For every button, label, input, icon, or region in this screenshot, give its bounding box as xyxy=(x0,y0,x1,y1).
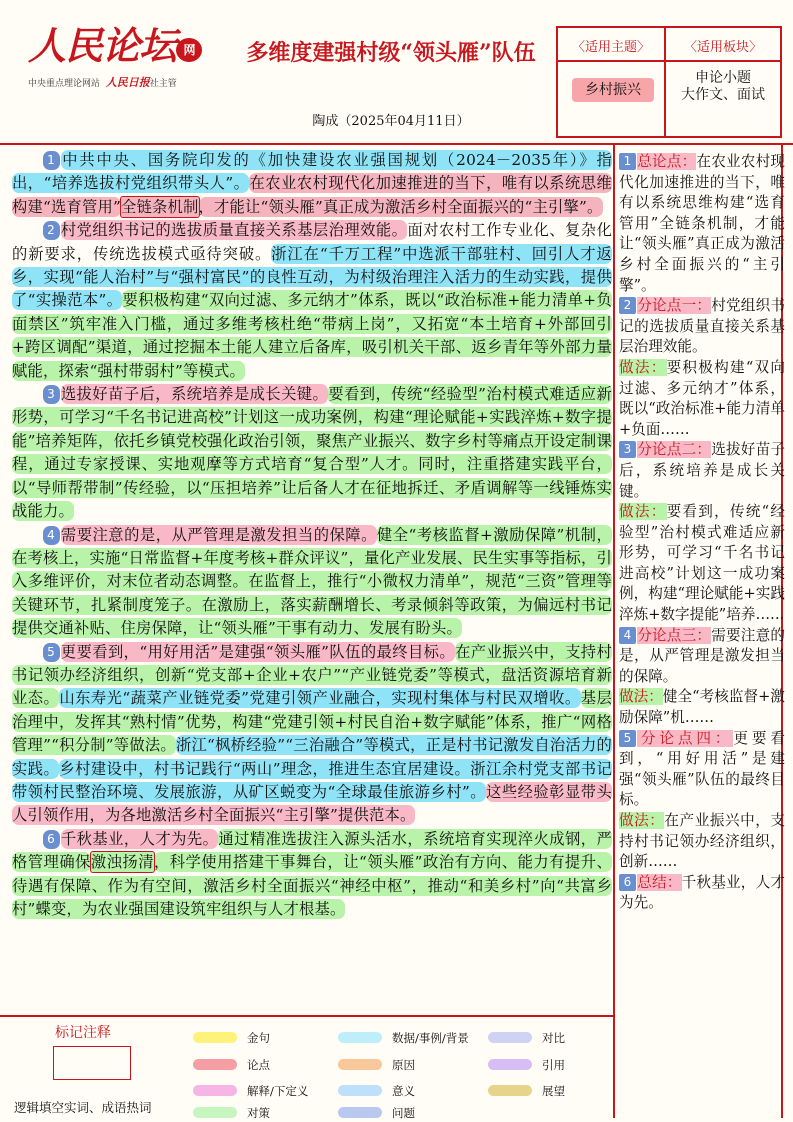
method-label: 做法： xyxy=(619,688,663,706)
legend-label: 解释/下定义 xyxy=(247,1084,309,1098)
method-label: 做法： xyxy=(619,358,667,376)
highlighted-text: 选拔好苗子后，系统培养是成长关键。 xyxy=(60,385,329,404)
outline-item xyxy=(619,440,785,502)
legend-item xyxy=(338,1083,415,1099)
paragraph xyxy=(12,524,612,641)
legend-item xyxy=(488,1083,565,1099)
outline-method xyxy=(619,358,785,440)
highlighted-text: 在农业农村现代化加速推进的当下，唯有以系统思维构建“选育管用” xyxy=(12,174,612,216)
legend-box-sample xyxy=(53,1046,131,1080)
legend-item xyxy=(338,1105,415,1121)
legend-label: 意义 xyxy=(392,1084,415,1098)
legend-swatch xyxy=(338,1085,382,1096)
highlighted-text: 基层治理中，发挥其“熟村情”优势，构建“党建引领+村民自治+数字赋能”体系，推广“网格管理”“积分制”等做法。 xyxy=(12,689,612,755)
outline-label: 总论点： xyxy=(637,153,697,170)
logo-subtitle: 中央重点理论网站 人民日报社主管 xyxy=(28,76,177,89)
outline-number: 1 xyxy=(619,153,636,170)
outline-item xyxy=(619,152,785,296)
highlighted-text: 健全“考核监督+激励保障”机制，在考核上，实施“日常监督+年度考核+群众评议”，量化产业发展、民生实事等指标，引入多维评价，对末位者动态调整。在监督上，推行“小微权力清单”，规范“三资”管理等关键环节，扎紧制度笼子。在激励上，落实薪酬增长、考录倾斜等政策，为偏远村书记提供交通补贴、住房保障，让“领头雁”干事有动力、发展有盼头。 xyxy=(12,525,612,638)
legend-swatch xyxy=(193,1107,237,1118)
legend-label: 引用 xyxy=(542,1058,565,1072)
legend-label: 对策 xyxy=(247,1106,270,1120)
highlighted-text: 千秋基业，人才为先。 xyxy=(60,829,219,848)
legend-swatch xyxy=(488,1032,532,1043)
method-text: 健全“考核监督+激励保障”机…… xyxy=(619,688,785,727)
boxed-keyword: 激浊扬清 xyxy=(90,853,154,872)
section-label: 〈适用板块〉 xyxy=(683,40,762,55)
paragraph-number: 6 xyxy=(43,830,60,849)
legend-swatch xyxy=(488,1059,532,1070)
outline-method xyxy=(619,687,785,728)
outline-text: 选拔好苗子后，系统培养是成长关键。 xyxy=(619,441,785,500)
highlighted-text: ，科学使用搭建干事舞台，让“领头雁”政治有方向、能力有提升、待遇有保障、作为有空间，激活乡村全面振兴“神经中枢”，推动“和美乡村”向“共富乡村”蝶变，为农业强国建设筑牢组织与人才根基。 xyxy=(12,853,612,918)
outline-sidebar xyxy=(619,152,785,914)
boxed-keyword: 全链条机制 xyxy=(121,197,199,216)
legend-swatch xyxy=(193,1059,237,1070)
paragraph-number: 3 xyxy=(43,385,60,404)
highlighted-text: ，才能让“领头雁”真正成为激活乡村全面振兴的“主引擎”。 xyxy=(198,197,603,216)
legend-label: 对比 xyxy=(542,1031,565,1045)
legend-item xyxy=(488,1057,565,1073)
outline-label: 分论点二： xyxy=(637,441,712,459)
divider xyxy=(0,1015,614,1017)
logo xyxy=(28,24,238,90)
outline-item xyxy=(619,296,785,358)
outline-item xyxy=(619,729,785,811)
logo-text: 人民论坛 网 xyxy=(28,24,238,68)
outline-text: 需要注意的是，从严管理是激发担当的保障。 xyxy=(619,626,785,685)
method-label: 做法： xyxy=(619,503,667,521)
legend-item xyxy=(488,1030,565,1046)
outline-text: 千秋基业，人才为先。 xyxy=(619,873,785,912)
paragraph xyxy=(12,828,612,922)
outline-number: 3 xyxy=(619,441,636,458)
legend-item xyxy=(338,1030,469,1046)
highlighted-text: 要看到，传统“经验型”治村模式难适应新形势，可学习“千名书记进高校”计划这一成功案例，构建“理论赋能+实践淬炼+数字提能”培养矩阵，依托乡镇党校强化政治引领，聚焦产业振兴、数字乡村等痛点开设定制课程，通过专家授课、实地观摩等方式培育“复合型”人才。同时，注重搭建实践平台，以“导师帮带制”传经验，以“压担培养”让后备人才在征地拆迁、矛盾调解等一线锤炼实战能力。 xyxy=(12,385,612,521)
outline-number: 6 xyxy=(619,874,636,891)
legend-item xyxy=(193,1083,308,1099)
outline-label: 总结： xyxy=(637,873,682,891)
highlighted-text: 需要注意的是，从严管理是激发担当的保障。 xyxy=(60,525,377,544)
legend-swatch xyxy=(338,1032,382,1043)
outline-text: 村党组织书记的选拔质量直接关系基层治理效能。 xyxy=(619,297,785,356)
section-value: 申论小题 大作文、面试 xyxy=(681,70,765,103)
outline-text: 在农业农村现代化加速推进的当下，唯有以系统思维构建“选育管用”全链条机制，才能让“领头雁”真正成为激活乡村全面振兴的“主引擎”。 xyxy=(619,153,785,294)
method-text: 要积极构建“双向过滤、多元纳才”体系，既以“政治标准+能力清单+负面…… xyxy=(619,358,785,438)
legend-label: 原因 xyxy=(392,1058,415,1072)
highlighted-text: 中共中央、国务院印发的《加快建设农业强国规划（2024－2035年）》指出，“培养选拔村党组织带头人”。 xyxy=(12,151,612,193)
paragraph-number: 2 xyxy=(43,221,60,240)
logo-net-badge: 网 xyxy=(176,38,202,62)
paragraph-number: 1 xyxy=(43,151,60,170)
outline-number: 4 xyxy=(619,627,636,644)
paragraph xyxy=(12,149,612,219)
legend-label: 问题 xyxy=(392,1106,415,1120)
article-body xyxy=(12,149,612,921)
paragraph xyxy=(12,641,612,828)
highlighted-text: 要积极构建“双向过滤、多元纳才”体系，既以“政治标准+能力清单+负面禁区”筑牢准入门槛，通过多维考核杜绝“带病上岗”，又拓宽“本土培育+外部回引+跨区调配”渠道，通过挖掘本土能人建立后备库，吸引机关干部、返乡青年等外部力量赋能，探索“强村带弱村”等模式。 xyxy=(12,291,612,380)
highlighted-text: 更要看到，“用好用活”是建强“领头雁”队伍的最终目标。 xyxy=(60,642,456,661)
outline-method xyxy=(619,502,785,626)
legend-swatch xyxy=(488,1085,532,1096)
divider xyxy=(613,143,615,1118)
outline-label: 分论点四： xyxy=(637,729,734,747)
legend-title: 标记注释 xyxy=(55,1025,111,1041)
topic-label: 〈适用主题〉 xyxy=(571,40,650,55)
legend-note: 逻辑填空实词、成语热词 xyxy=(14,1100,152,1115)
highlighted-text: 面对农村工作专业化、复杂化的新要求，传统选拔模式亟待突破。 xyxy=(12,221,612,263)
legend-swatch xyxy=(338,1107,382,1118)
highlighted-text: 乡村建设中，村书记践行“两山”理念，推进生态宜居建设。浙江余村党支部书记带领村民整治环境、发展旅游，从矿区蜕变为“全球最佳旅游乡村”。 xyxy=(12,759,612,801)
highlighted-text: 在产业振兴中，支持村书记领办经济组织，创新“党支部+企业+农户”“产业链党委”等模式，盘活资源培育新业态。 xyxy=(12,642,612,708)
outline-label: 分论点一： xyxy=(637,297,712,315)
highlighted-text: 村党组织书记的选拔质量直接关系基层治理效能。 xyxy=(60,221,408,240)
method-text: 在产业振兴中，支持村书记领办经济组织，创新…… xyxy=(619,812,785,871)
legend-swatch xyxy=(193,1032,237,1043)
paragraph-number: 4 xyxy=(43,526,60,545)
highlighted-text: 山东寿光“蔬菜产业链党委”党建引领产业融合，实现村集体与村民双增收。 xyxy=(59,689,581,708)
outline-item xyxy=(619,626,785,688)
method-text: 要看到，传统“经验型”治村模式难适应新形势，可学习“千名书记进高校”计划这一成功案例，构建“理论赋能+实践淬炼+数字提能”培养…… xyxy=(619,503,785,624)
legend-label: 论点 xyxy=(247,1058,270,1072)
author-date: 陶成（2025年04月11日） xyxy=(312,114,470,129)
paragraph xyxy=(12,219,612,383)
outline-number: 2 xyxy=(619,297,636,314)
legend-label: 金句 xyxy=(247,1031,270,1045)
paragraph xyxy=(12,383,612,523)
legend-item xyxy=(193,1105,270,1121)
article-title: 多维度建强村级“领头雁”队伍 xyxy=(246,40,536,66)
legend-label: 展望 xyxy=(542,1084,565,1098)
outline-method xyxy=(619,811,785,873)
outline-label: 分论点三： xyxy=(637,626,712,644)
divider xyxy=(0,143,793,145)
topic-value: 乡村振兴 xyxy=(572,78,654,102)
outline-number: 5 xyxy=(619,730,636,747)
legend-swatch xyxy=(193,1085,237,1096)
paragraph-number: 5 xyxy=(43,643,60,662)
legend-swatch xyxy=(338,1059,382,1070)
divider xyxy=(556,60,782,62)
legend-item xyxy=(193,1057,270,1073)
legend-label: 数据/事例/背景 xyxy=(392,1031,469,1045)
outline-text: 更要看到，“用好用活”是建强“领头雁”队伍的最终目标。 xyxy=(619,729,785,809)
highlighted-text: 这些经验彰显带头人引领作用，为各地激活乡村全面振兴“主引擎”提供范本。 xyxy=(12,782,612,825)
legend-item xyxy=(338,1057,415,1073)
highlighted-text: 浙江“枫桥经验”“三治融合”等模式，正是村书记激发自治活力的实践。 xyxy=(12,736,612,778)
legend-item xyxy=(193,1030,270,1046)
method-label: 做法： xyxy=(619,812,665,829)
outline-item xyxy=(619,873,785,914)
highlighted-text: 浙江在“千万工程”中选派干部驻村、回引人才返乡，实现“能人治村”与“强村富民”的良性互动，为村级治理注入活力的生动实践，提供了“实操范本”。 xyxy=(12,244,613,310)
highlighted-text: 通过精准选拔注入源头活水，系统培育实现淬火成钢，严格管理确保 xyxy=(12,829,612,872)
